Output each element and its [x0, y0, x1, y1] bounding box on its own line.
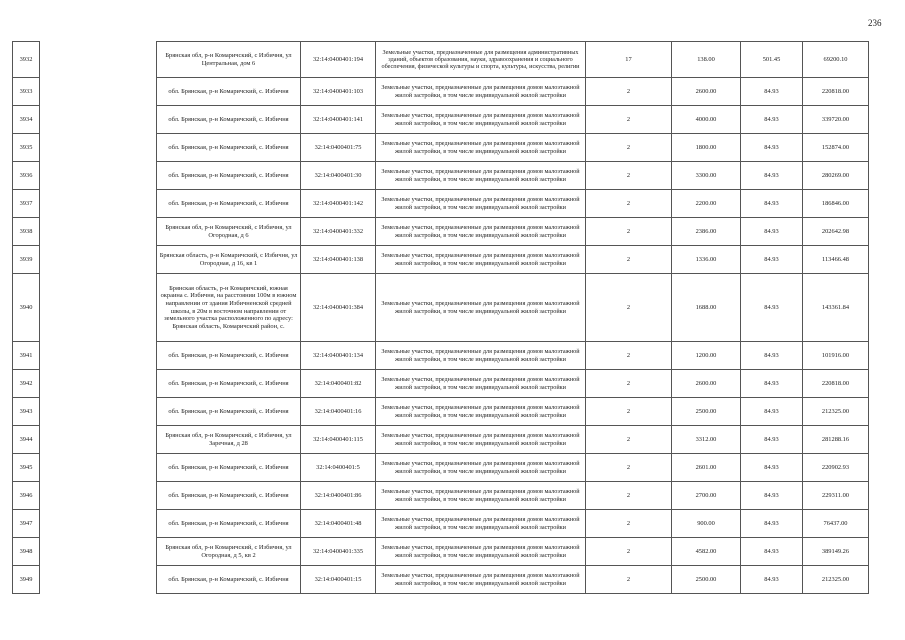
table-row: [13, 370, 869, 398]
land-use-cell: Земельные участки, предназначенные для размещения домов малоэтажной жилой застройки, в том числе индивидуальной жилой застройки: [376, 454, 586, 482]
area-cell: 1336.00: [672, 246, 741, 274]
address-cell: обл. Брянская, р-н Комаричский, с. Избичня: [157, 510, 301, 538]
table-row: [13, 398, 869, 426]
table-row: [13, 538, 869, 566]
row-number-cell: 3937: [13, 190, 40, 218]
address-cell: обл. Брянская, р-н Комаричский, с. Избичня: [157, 482, 301, 510]
row-number-cell: 3944: [13, 426, 40, 454]
group-cell: 2: [586, 106, 672, 134]
group-cell: 2: [586, 566, 672, 594]
spacer-cell: [40, 342, 157, 370]
cadastral-number-cell: 32:14:0400401:75: [301, 134, 376, 162]
row-number-cell: 3939: [13, 246, 40, 274]
specific-value-cell: 84.93: [741, 538, 803, 566]
cadastral-number-cell: 32:14:0400401:194: [301, 42, 376, 78]
group-cell: 2: [586, 246, 672, 274]
cadastral-number-cell: 32:14:0400401:103: [301, 78, 376, 106]
address-cell: Брянская обл, р-н Комаричский, с Избичня, ул Огородная, д 6: [157, 218, 301, 246]
cadastral-number-cell: 32:14:0400401:82: [301, 370, 376, 398]
cadastral-value-cell: 76437.00: [803, 510, 869, 538]
cadastral-number-cell: 32:14:0400401:384: [301, 274, 376, 342]
area-cell: 1200.00: [672, 342, 741, 370]
specific-value-cell: 84.93: [741, 454, 803, 482]
area-cell: 4582.00: [672, 538, 741, 566]
cadastral-number-cell: 32:14:0400401:138: [301, 246, 376, 274]
cadastral-number-cell: 32:14:0400401:332: [301, 218, 376, 246]
table-row: [13, 510, 869, 538]
address-cell: обл. Брянская, р-н Комаричский, с. Избичня: [157, 566, 301, 594]
spacer-cell: [40, 370, 157, 398]
cadastral-number-cell: 32:14:0400401:134: [301, 342, 376, 370]
group-cell: 2: [586, 426, 672, 454]
area-cell: 1688.00: [672, 274, 741, 342]
row-number-cell: 3949: [13, 566, 40, 594]
group-cell: 2: [586, 190, 672, 218]
address-cell: Брянская обл, р-н Комаричский, с Избичня, ул Огородная, д 5, кв 2: [157, 538, 301, 566]
spacer-cell: [40, 426, 157, 454]
land-use-cell: Земельные участки, предназначенные для размещения домов малоэтажной жилой застройки, в том числе индивидуальной жилой застройки: [376, 190, 586, 218]
area-cell: 2500.00: [672, 398, 741, 426]
address-cell: обл. Брянская, р-н Комаричский, с. Избичня: [157, 398, 301, 426]
cadastral-value-cell: 229311.00: [803, 482, 869, 510]
table-row: [13, 42, 869, 78]
cadastral-number-cell: 32:14:0400401:142: [301, 190, 376, 218]
specific-value-cell: 84.93: [741, 190, 803, 218]
row-number-cell: 3941: [13, 342, 40, 370]
area-cell: 2600.00: [672, 78, 741, 106]
group-cell: 2: [586, 538, 672, 566]
land-use-cell: Земельные участки, предназначенные для размещения домов малоэтажной жилой застройки, в том числе индивидуальной жилой застройки: [376, 566, 586, 594]
land-use-cell: Земельные участки, предназначенные для размещения домов малоэтажной жилой застройки, в том числе индивидуальной жилой застройки: [376, 162, 586, 190]
address-cell: обл. Брянская, р-н Комаричский, с. Избичня: [157, 190, 301, 218]
row-number-cell: 3946: [13, 482, 40, 510]
table-row: [13, 274, 869, 342]
spacer-cell: [40, 274, 157, 342]
table-row: [13, 246, 869, 274]
group-cell: 2: [586, 510, 672, 538]
page-number: 236: [868, 18, 882, 28]
cadastral-number-cell: 32:14:0400401:48: [301, 510, 376, 538]
row-number-cell: 3942: [13, 370, 40, 398]
cadastral-value-cell: 101916.00: [803, 342, 869, 370]
cadastral-value-cell: 220818.00: [803, 78, 869, 106]
cadastral-value-cell: 212325.00: [803, 398, 869, 426]
group-cell: 2: [586, 78, 672, 106]
specific-value-cell: 84.93: [741, 370, 803, 398]
address-cell: обл. Брянская, р-н Комаричский, с. Избичня: [157, 370, 301, 398]
land-use-cell: Земельные участки, предназначенные для размещения домов малоэтажной жилой застройки, в том числе индивидуальной жилой застройки: [376, 106, 586, 134]
spacer-cell: [40, 398, 157, 426]
specific-value-cell: 84.93: [741, 106, 803, 134]
row-number-cell: 3936: [13, 162, 40, 190]
land-use-cell: Земельные участки, предназначенные для размещения административных зданий, объектов образования, науки, здравоохранения и социального обеспечения, физической культуры и спорта, культуры, искусства, религии: [376, 42, 586, 78]
address-cell: обл. Брянская, р-н Комаричский, с. Избичня: [157, 342, 301, 370]
specific-value-cell: 84.93: [741, 510, 803, 538]
cadastral-number-cell: 32:14:0400401:15: [301, 566, 376, 594]
spacer-cell: [40, 42, 157, 78]
table-row: [13, 190, 869, 218]
group-cell: 2: [586, 274, 672, 342]
land-use-cell: Земельные участки, предназначенные для размещения домов малоэтажной жилой застройки, в том числе индивидуальной жилой застройки: [376, 134, 586, 162]
spacer-cell: [40, 190, 157, 218]
address-cell: Брянская обл, р-н Комаричский, с Избичня, ул Заречная, д 28: [157, 426, 301, 454]
cadastral-value-cell: 113466.48: [803, 246, 869, 274]
land-use-cell: Земельные участки, предназначенные для размещения домов малоэтажной жилой застройки, в том числе индивидуальной жилой застройки: [376, 274, 586, 342]
cadastral-value-cell: 389149.26: [803, 538, 869, 566]
cadastral-value-cell: 143361.84: [803, 274, 869, 342]
specific-value-cell: 84.93: [741, 78, 803, 106]
area-cell: 3300.00: [672, 162, 741, 190]
address-cell: обл. Брянская, р-н Комаричский, с. Избичня: [157, 106, 301, 134]
table-row: [13, 162, 869, 190]
cadastral-number-cell: 32:14:0400401:30: [301, 162, 376, 190]
spacer-cell: [40, 482, 157, 510]
area-cell: 2200.00: [672, 190, 741, 218]
cadastral-value-cell: 152874.00: [803, 134, 869, 162]
land-use-cell: Земельные участки, предназначенные для размещения домов малоэтажной жилой застройки, в том числе индивидуальной жилой застройки: [376, 482, 586, 510]
cadastral-value-cell: 186846.00: [803, 190, 869, 218]
address-cell: обл. Брянская, р-н Комаричский, с. Избичня: [157, 134, 301, 162]
row-number-cell: 3945: [13, 454, 40, 482]
group-cell: 2: [586, 218, 672, 246]
spacer-cell: [40, 510, 157, 538]
cadastral-value-cell: 220902.93: [803, 454, 869, 482]
land-use-cell: Земельные участки, предназначенные для размещения домов малоэтажной жилой застройки, в том числе индивидуальной жилой застройки: [376, 218, 586, 246]
cadastral-number-cell: 32:14:0400401:115: [301, 426, 376, 454]
cadastral-value-table: [12, 41, 869, 594]
land-use-cell: Земельные участки, предназначенные для размещения домов малоэтажной жилой застройки, в том числе индивидуальной жилой застройки: [376, 426, 586, 454]
row-number-cell: 3935: [13, 134, 40, 162]
land-use-cell: Земельные участки, предназначенные для размещения домов малоэтажной жилой застройки, в том числе индивидуальной жилой застройки: [376, 370, 586, 398]
address-cell: обл. Брянская, р-н Комаричский, с. Избичня: [157, 162, 301, 190]
area-cell: 138.00: [672, 42, 741, 78]
specific-value-cell: 84.93: [741, 162, 803, 190]
spacer-cell: [40, 566, 157, 594]
cadastral-value-cell: 281288.16: [803, 426, 869, 454]
cadastral-value-cell: 69200.10: [803, 42, 869, 78]
area-cell: 2386.00: [672, 218, 741, 246]
row-number-cell: 3932: [13, 42, 40, 78]
table-row: [13, 566, 869, 594]
cadastral-value-cell: 339720.00: [803, 106, 869, 134]
specific-value-cell: 84.93: [741, 274, 803, 342]
group-cell: 2: [586, 454, 672, 482]
area-cell: 900.00: [672, 510, 741, 538]
row-number-cell: 3943: [13, 398, 40, 426]
group-cell: 2: [586, 162, 672, 190]
spacer-cell: [40, 162, 157, 190]
cadastral-number-cell: 32:14:0400401:16: [301, 398, 376, 426]
land-use-cell: Земельные участки, предназначенные для размещения домов малоэтажной жилой застройки, в том числе индивидуальной жилой застройки: [376, 510, 586, 538]
group-cell: 17: [586, 42, 672, 78]
land-use-cell: Земельные участки, предназначенные для размещения домов малоэтажной жилой застройки, в том числе индивидуальной жилой застройки: [376, 538, 586, 566]
specific-value-cell: 84.93: [741, 566, 803, 594]
area-cell: 2600.00: [672, 370, 741, 398]
specific-value-cell: 84.93: [741, 342, 803, 370]
specific-value-cell: 84.93: [741, 426, 803, 454]
cadastral-value-cell: 212325.00: [803, 566, 869, 594]
spacer-cell: [40, 246, 157, 274]
table-row: [13, 342, 869, 370]
area-cell: 2601.00: [672, 454, 741, 482]
land-use-cell: Земельные участки, предназначенные для размещения домов малоэтажной жилой застройки, в том числе индивидуальной жилой застройки: [376, 342, 586, 370]
table-row: [13, 134, 869, 162]
row-number-cell: 3940: [13, 274, 40, 342]
row-number-cell: 3933: [13, 78, 40, 106]
spacer-cell: [40, 106, 157, 134]
area-cell: 1800.00: [672, 134, 741, 162]
row-number-cell: 3934: [13, 106, 40, 134]
row-number-cell: 3948: [13, 538, 40, 566]
address-cell: Брянская обл, р-н Комаричский, с Избичня, ул Центральная, дом 6: [157, 42, 301, 78]
cadastral-value-cell: 280269.00: [803, 162, 869, 190]
area-cell: 2500.00: [672, 566, 741, 594]
area-cell: 4000.00: [672, 106, 741, 134]
specific-value-cell: 84.93: [741, 398, 803, 426]
land-use-cell: Земельные участки, предназначенные для размещения домов малоэтажной жилой застройки, в том числе индивидуальной жилой застройки: [376, 246, 586, 274]
group-cell: 2: [586, 370, 672, 398]
row-number-cell: 3947: [13, 510, 40, 538]
table-row: [13, 106, 869, 134]
land-use-cell: Земельные участки, предназначенные для размещения домов малоэтажной жилой застройки, в том числе индивидуальной жилой застройки: [376, 398, 586, 426]
address-cell: обл. Брянская, р-н Комаричский, с. Избичня: [157, 454, 301, 482]
area-cell: 3312.00: [672, 426, 741, 454]
cadastral-value-cell: 202642.98: [803, 218, 869, 246]
group-cell: 2: [586, 342, 672, 370]
spacer-cell: [40, 454, 157, 482]
table-row: [13, 78, 869, 106]
specific-value-cell: 501.45: [741, 42, 803, 78]
cadastral-number-cell: 32:14:0400401:5: [301, 454, 376, 482]
address-cell: обл. Брянская, р-н Комаричский, с. Избичня: [157, 78, 301, 106]
group-cell: 2: [586, 134, 672, 162]
spacer-cell: [40, 134, 157, 162]
spacer-cell: [40, 538, 157, 566]
spacer-cell: [40, 78, 157, 106]
table-body: [13, 42, 869, 594]
specific-value-cell: 84.93: [741, 134, 803, 162]
table-row: [13, 218, 869, 246]
cadastral-number-cell: 32:14:0400401:86: [301, 482, 376, 510]
table-row: [13, 454, 869, 482]
specific-value-cell: 84.93: [741, 218, 803, 246]
address-cell: Брянская область, р-н Комаричский, с Избичня, ул Огородная, д 16, кв 1: [157, 246, 301, 274]
group-cell: 2: [586, 398, 672, 426]
table-row: [13, 482, 869, 510]
cadastral-number-cell: 32:14:0400401:335: [301, 538, 376, 566]
specific-value-cell: 84.93: [741, 246, 803, 274]
table-row: [13, 426, 869, 454]
specific-value-cell: 84.93: [741, 482, 803, 510]
group-cell: 2: [586, 482, 672, 510]
area-cell: 2700.00: [672, 482, 741, 510]
land-use-cell: Земельные участки, предназначенные для размещения домов малоэтажной жилой застройки, в том числе индивидуальной жилой застройки: [376, 78, 586, 106]
row-number-cell: 3938: [13, 218, 40, 246]
cadastral-value-cell: 220818.00: [803, 370, 869, 398]
spacer-cell: [40, 218, 157, 246]
address-cell: Брянская область, р-н Комаричский, южная окраина с. Избичня, на расстоянии 100м в южном направлении от здания Избичненской средней школы, в 20м в восточном направлении от земельного участка расположенного по адресу: Брянская область, Комаричский район, с.: [157, 274, 301, 342]
cadastral-number-cell: 32:14:0400401:141: [301, 106, 376, 134]
